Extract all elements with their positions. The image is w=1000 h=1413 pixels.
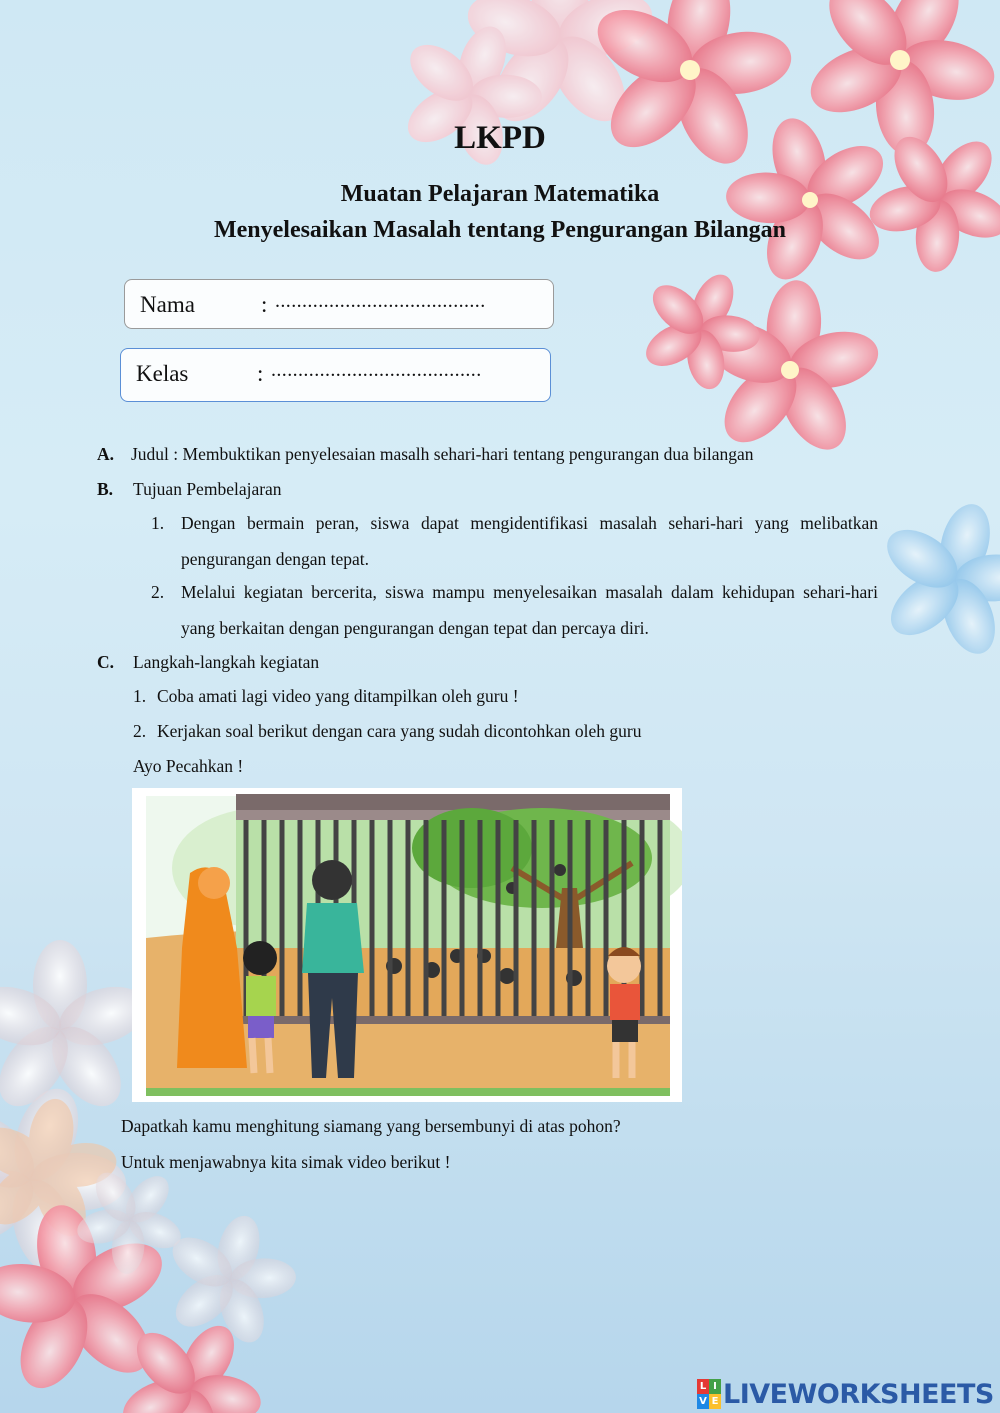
instruction-text: Untuk menjawabnya kita simak video berikut ! <box>121 1152 451 1172</box>
step-2-text: Kerjakan soal berikut dengan cara yang sudah dicontohkan oleh guru <box>157 721 642 741</box>
liveworksheets-logo <box>697 1376 994 1412</box>
zoo-illustration <box>132 788 682 1102</box>
question-text: Dapatkah kamu menghitung siamang yang bersembunyi di atas pohon? <box>121 1116 621 1136</box>
kelas-label: Kelas <box>136 361 189 386</box>
objective-1-number: 1. <box>151 513 165 533</box>
section-a-text: Judul : Membuktikan penyelesaian masalh sehari-hari tentang pengurangan dua bilangan <box>131 444 754 464</box>
section-c-letter: C. <box>97 652 115 672</box>
objective-1-text: Dengan bermain peran, siswa dapat mengidentifikasi masalah sehari-hari yang melibatkan pengurangan dengan tepat. <box>181 513 878 569</box>
kelas-separator: : <box>257 361 264 386</box>
page-title: LKPD <box>454 120 546 156</box>
step-1-number: 1. <box>133 686 147 706</box>
prompt-text: Ayo Pecahkan ! <box>133 756 244 776</box>
page-subtitle <box>0 176 1000 248</box>
step-2-number: 2. <box>133 721 147 741</box>
nama-field[interactable] <box>124 279 554 329</box>
liveworksheets-wordmark: LIVEWORKSHEETS <box>723 1378 994 1410</box>
subject-line: Muatan Pelajaran Matematika <box>340 181 660 207</box>
objective-2-number: 2. <box>151 582 165 602</box>
section-c-heading: Langkah-langkah kegiatan <box>133 652 320 672</box>
section-b-letter: B. <box>97 479 114 499</box>
nama-blank[interactable]: ....................................... <box>275 290 486 312</box>
topic-line: Menyelesaikan Masalah tentang Pengurangan Bilangan <box>213 217 787 243</box>
kelas-field[interactable] <box>120 348 551 402</box>
objective-2-text: Melalui kegiatan bercerita, siswa mampu menyelesaikan masalah dalam kehidupan sehari-hari yang berkaitan dengan pengurangan dengan tepat dan percaya diri. <box>181 582 878 638</box>
step-1-text: Coba amati lagi video yang ditampilkan oleh guru ! <box>157 686 519 706</box>
section-a-letter: A. <box>97 444 115 464</box>
nama-separator: : <box>261 292 268 317</box>
section-b-heading: Tujuan Pembelajaran <box>133 479 282 499</box>
nama-label: Nama <box>140 292 195 317</box>
liveworksheets-mark-icon: L I V E <box>697 1379 721 1409</box>
kelas-blank[interactable]: ....................................... <box>271 359 482 381</box>
